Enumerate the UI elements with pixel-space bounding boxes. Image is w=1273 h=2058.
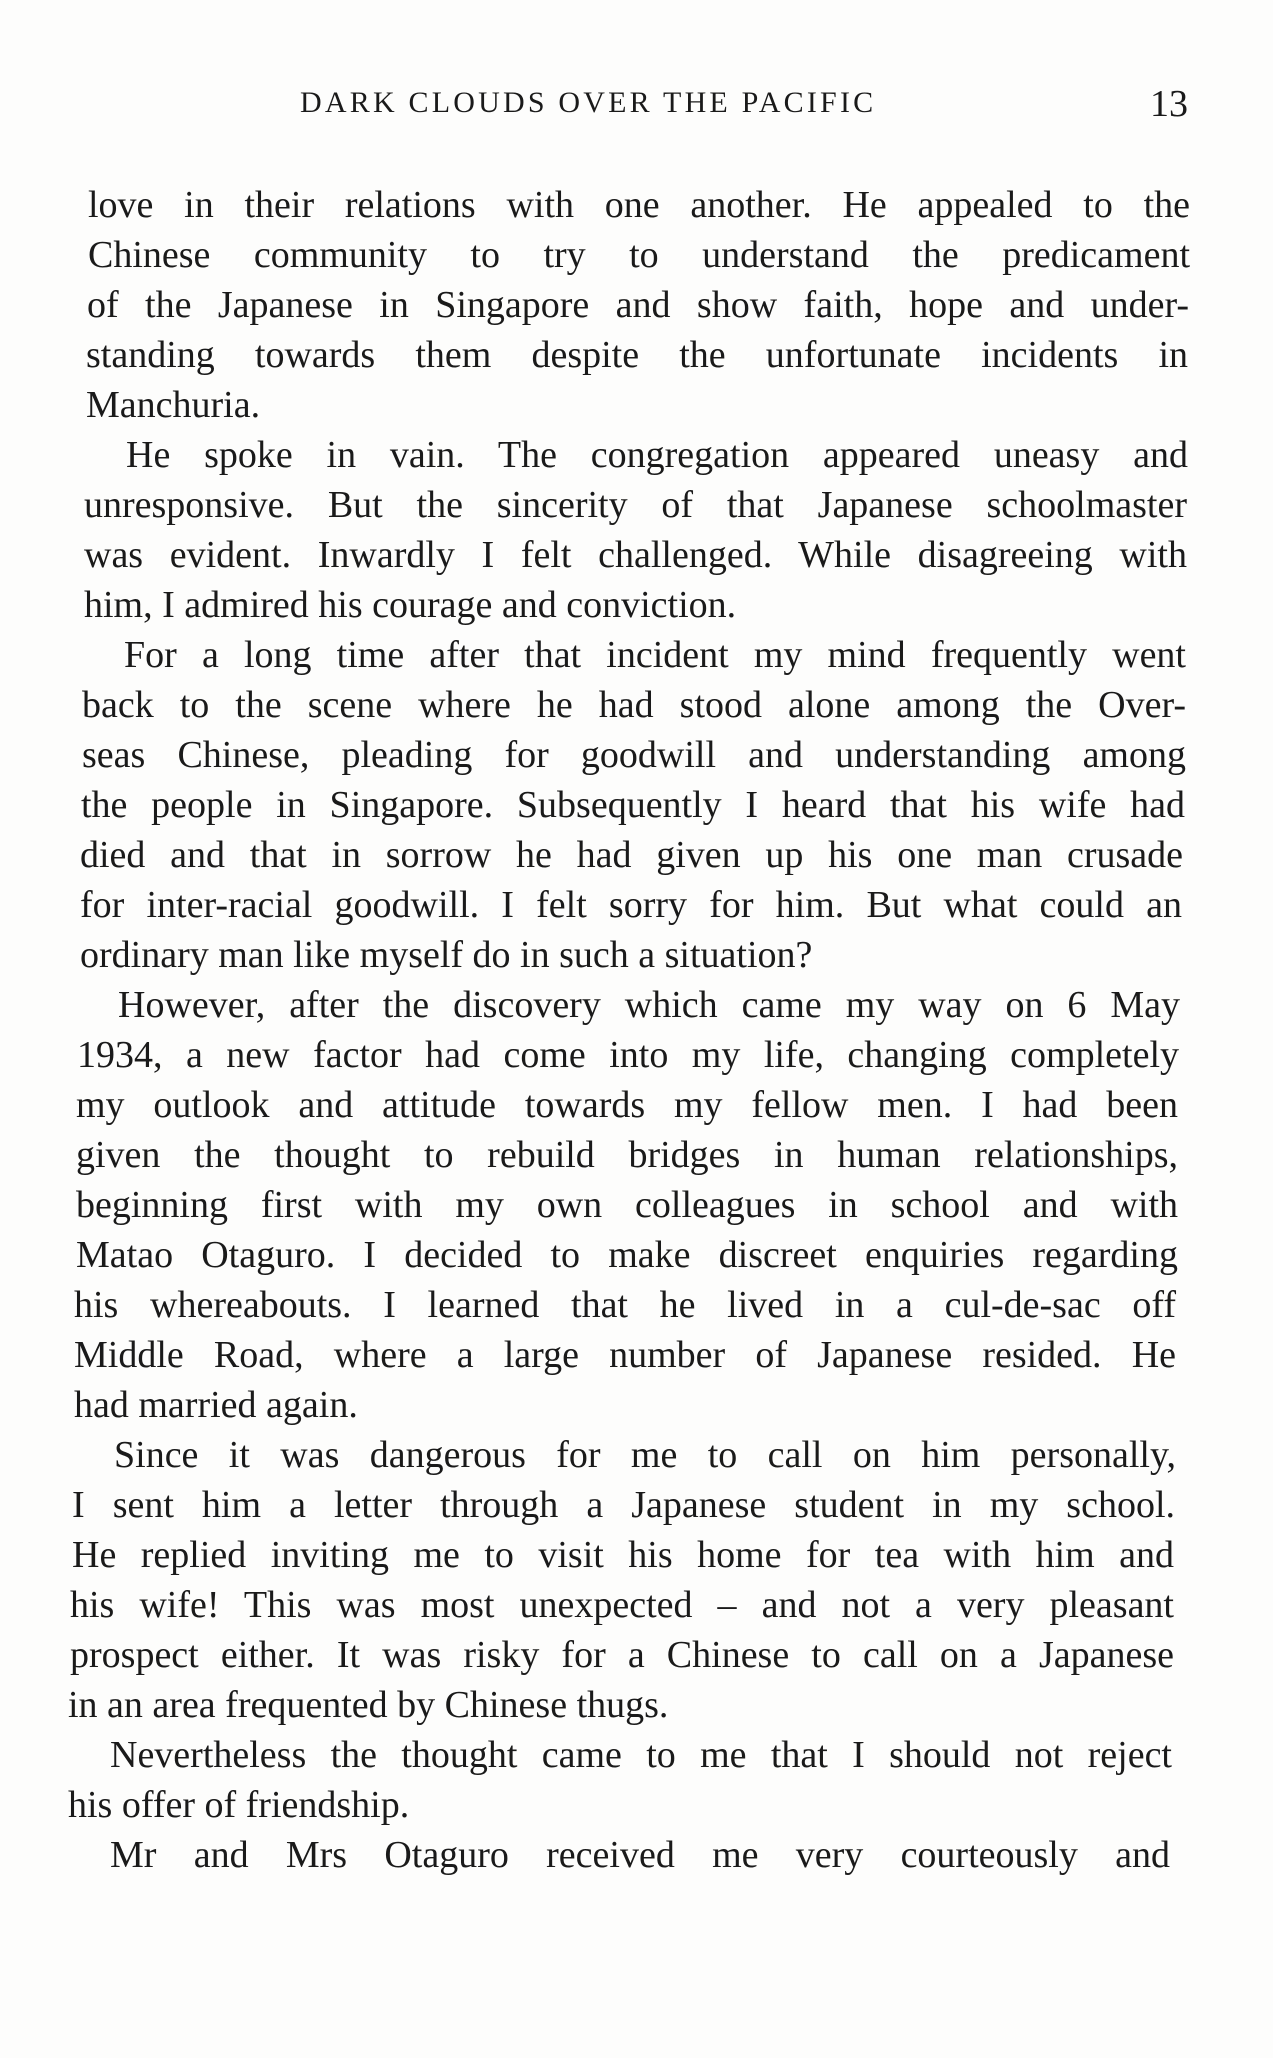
text-line: Since it was dangerous for me to call on him personally, <box>114 1434 1176 1476</box>
text-line: Mr and Mrs Otaguro received me very courteously and <box>110 1834 1170 1876</box>
page-number: 13 <box>1150 83 1188 125</box>
text-line: his offer of friendship. <box>68 1784 410 1826</box>
text-line: 1934, a new factor had come into my life, changing completely <box>77 1034 1179 1076</box>
text-line: died and that in sorrow he had given up his one man crusade <box>80 834 1183 876</box>
text-line: He spoke in vain. The congregation appeared uneasy and <box>126 434 1188 476</box>
text-line: love in their relations with one another. He appealed to the <box>88 184 1190 226</box>
text-line: his wife! This was most unexpected – and not a very pleasant <box>70 1584 1174 1626</box>
text-line: However, after the discovery which came my way on 6 May <box>118 984 1180 1026</box>
text-line: of the Japanese in Singapore and show faith, hope and under- <box>87 284 1189 326</box>
text-line: was evident. Inwardly I felt challenged. While disagreeing with <box>84 534 1187 576</box>
text-line: unresponsive. But the sincerity of that Japanese schoolmaster <box>84 484 1187 526</box>
text-line: He replied inviting me to visit his home for tea with him and <box>72 1534 1174 1576</box>
text-line: him, I admired his courage and conviction. <box>84 584 737 626</box>
text-line: seas Chinese, pleading for goodwill and understanding among <box>82 734 1186 776</box>
text-line: Nevertheless the thought came to me that I should not reject <box>110 1734 1172 1776</box>
running-head <box>0 83 1273 136</box>
text-line: prospect either. It was risky for a Chinese to call on a Japanese <box>70 1634 1174 1676</box>
text-line: back to the scene where he had stood alone among the Over- <box>82 684 1186 726</box>
running-title: DARK CLOUDS OVER THE PACIFIC <box>300 86 877 119</box>
text-line: Matao Otaguro. I decided to make discreet enquiries regarding <box>76 1234 1178 1276</box>
text-line: For a long time after that incident my mind frequently went <box>124 634 1186 676</box>
text-line: Manchuria. <box>86 384 261 426</box>
text-line: Middle Road, where a large number of Japanese resided. He <box>74 1334 1176 1376</box>
text-line: the people in Singapore. Subsequently I heard that his wife had <box>81 784 1185 826</box>
text-line: standing towards them despite the unfortunate incidents in <box>86 334 1188 376</box>
text-line: beginning first with my own colleagues in school and with <box>76 1184 1178 1226</box>
text-line: my outlook and attitude towards my fellow men. I had been <box>76 1084 1178 1126</box>
text-line: ordinary man like myself do in such a situation? <box>80 934 813 976</box>
text-line: Chinese community to try to understand the predicament <box>88 234 1190 276</box>
text-line: in an area frequented by Chinese thugs. <box>68 1684 669 1726</box>
text-line: given the thought to rebuild bridges in human relationships, <box>76 1134 1178 1176</box>
text-line: for inter-racial goodwill. I felt sorry for him. But what could an <box>80 884 1182 926</box>
text-line: his whereabouts. I learned that he lived in a cul-de-sac off <box>74 1284 1176 1326</box>
text-line: had married again. <box>74 1384 358 1426</box>
text-line: I sent him a letter through a Japanese student in my school. <box>72 1484 1175 1526</box>
